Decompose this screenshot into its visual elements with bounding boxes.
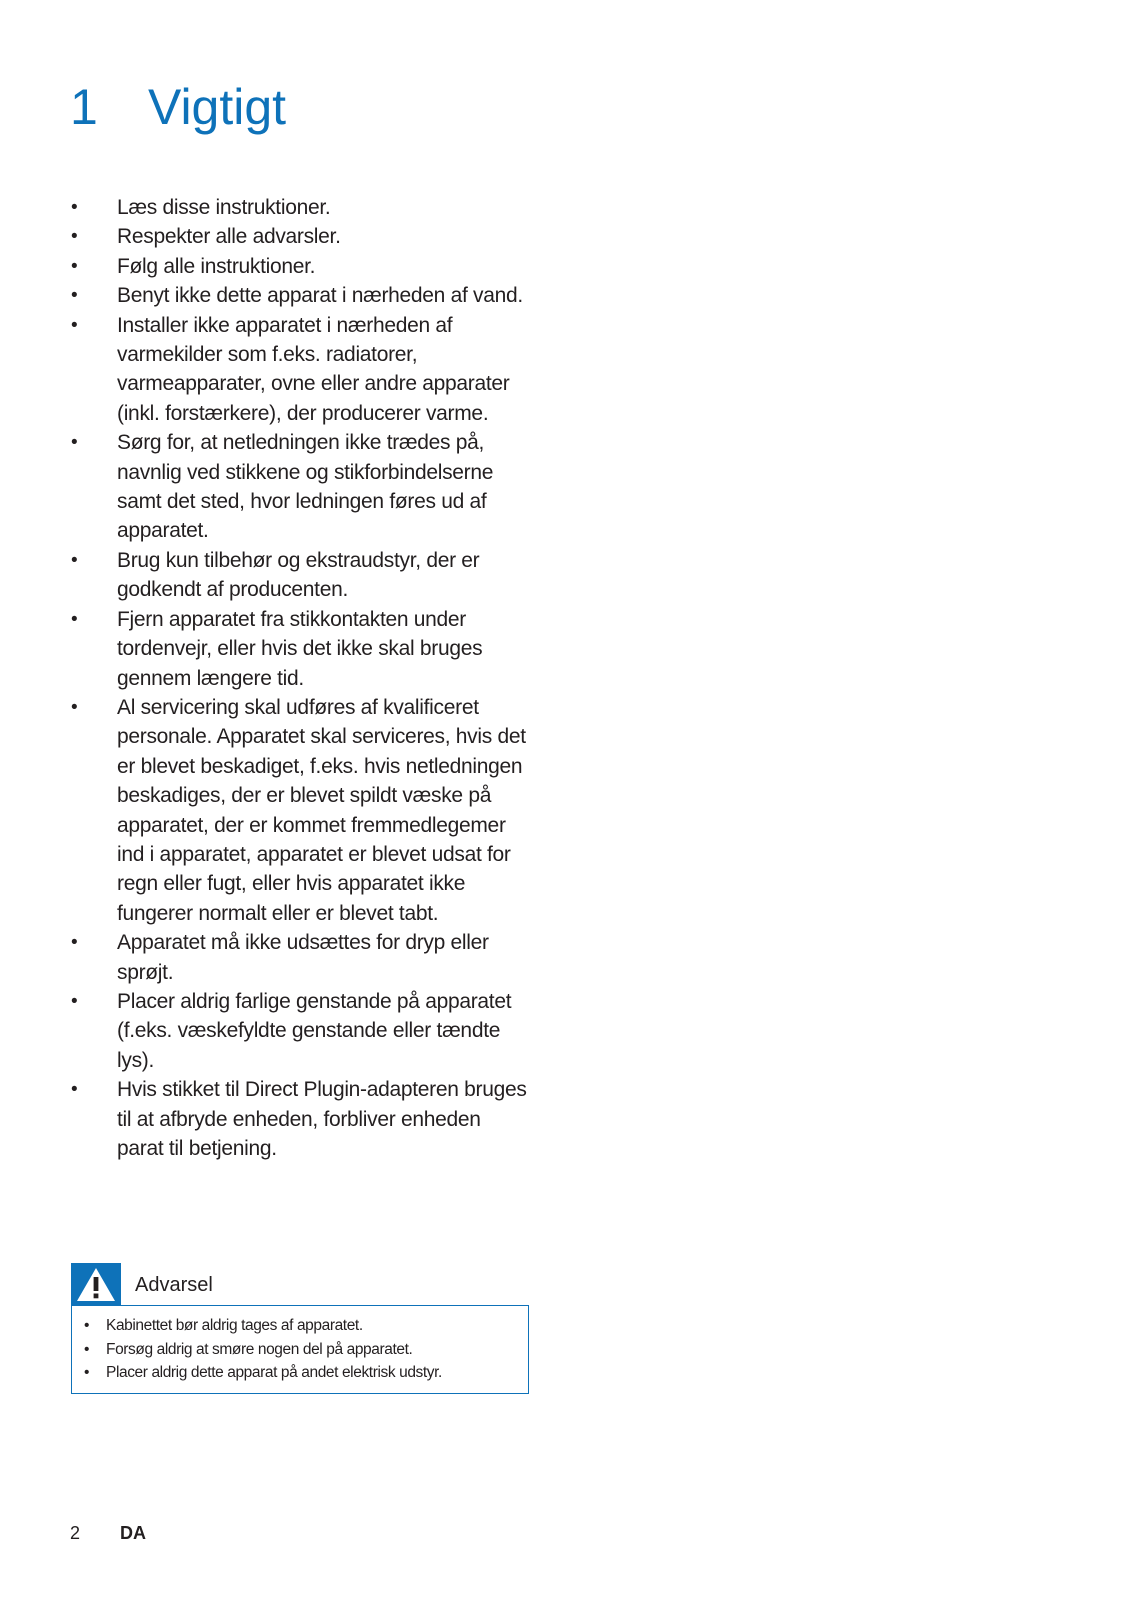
list-item bbox=[71, 428, 531, 546]
warning-box bbox=[71, 1305, 529, 1394]
list-item-text: Hvis stikket til Direct Plugin-adapteren bruges til at afbryde enheden, forbliver enheden parat til betjening. bbox=[117, 1078, 527, 1160]
bullet-icon: • bbox=[71, 932, 78, 954]
bullet-icon: • bbox=[71, 1079, 78, 1101]
list-item bbox=[71, 1075, 531, 1163]
bullet-icon: • bbox=[71, 549, 78, 571]
bullet-icon: • bbox=[71, 990, 78, 1012]
list-item-text: Sørg for, at netledningen ikke trædes på, navnlig ved stikkene og stikforbindelserne samt det sted, hvor ledningen føres ud af apparatet. bbox=[117, 431, 494, 543]
list-item bbox=[71, 928, 531, 987]
list-item-text: Respekter alle advarsler. bbox=[117, 225, 341, 249]
bullet-icon: • bbox=[84, 1364, 90, 1381]
bullet-icon: • bbox=[71, 285, 78, 307]
list-item-text: Kabinettet bør aldrig tages af apparatet. bbox=[106, 1317, 363, 1334]
bullet-icon: • bbox=[71, 255, 78, 277]
warning-list bbox=[72, 1306, 528, 1385]
safety-instructions-list bbox=[71, 193, 531, 1163]
bullet-icon: • bbox=[71, 226, 78, 248]
list-item bbox=[71, 693, 531, 928]
list-item-text: Benyt ikke dette apparat i nærheden af vand. bbox=[117, 284, 523, 308]
list-item-text: Fjern apparatet fra stikkontakten under tordenvejr, eller hvis det ikke skal bruges gennem længere tid. bbox=[117, 607, 483, 690]
list-item bbox=[71, 987, 531, 1075]
bullet-icon: • bbox=[84, 1317, 90, 1334]
list-item-text: Al servicering skal udføres af kvalificeret personale. Apparatet skal serviceres, hvis det er blevet beskadiget, f.eks. hvis netledningen beskadiges, der er blevet spildt væske på apparatet, der er kommet fremmedlegemer ind i apparatet, apparatet er blevet udsat for regn eller fugt, eller hvis apparatet ikke fungerer normalt eller er blevet tabt. bbox=[117, 695, 526, 925]
list-item-text: Følg alle instruktioner. bbox=[117, 254, 316, 278]
page-number: 2 bbox=[70, 1523, 81, 1543]
list-item bbox=[71, 311, 531, 429]
list-item bbox=[71, 222, 531, 251]
list-item-text: Apparatet må ikke udsættes for dryp eller sprøjt. bbox=[117, 931, 489, 984]
bullet-icon: • bbox=[71, 314, 78, 336]
list-item-text: Forsøg aldrig at smøre nogen del på apparatet. bbox=[106, 1340, 413, 1358]
list-item-text: Placer aldrig dette apparat på andet elektrisk udstyr. bbox=[106, 1364, 442, 1381]
chapter-heading bbox=[70, 72, 286, 142]
page-footer bbox=[70, 1521, 146, 1545]
bullet-icon: • bbox=[71, 432, 78, 454]
bullet-icon: • bbox=[71, 197, 78, 218]
warning-triangle-icon bbox=[71, 1263, 121, 1305]
list-item-text: Læs disse instruktioner. bbox=[117, 196, 331, 219]
bullet-icon: • bbox=[71, 696, 78, 718]
list-item bbox=[71, 546, 531, 605]
warning-title: Advarsel bbox=[135, 1274, 213, 1296]
chapter-title: Vigtigt bbox=[148, 79, 287, 135]
list-item bbox=[84, 1314, 528, 1338]
list-item bbox=[71, 252, 531, 281]
bullet-icon: • bbox=[84, 1340, 90, 1358]
bullet-icon: • bbox=[71, 608, 78, 630]
chapter-number: 1 bbox=[70, 79, 98, 135]
list-item bbox=[84, 1338, 528, 1362]
list-item bbox=[71, 281, 531, 310]
language-code: DA bbox=[120, 1523, 146, 1543]
list-item bbox=[84, 1361, 528, 1385]
list-item-text: Brug kun tilbehør og ekstraudstyr, der er godkendt af producenten. bbox=[117, 548, 480, 602]
list-item bbox=[71, 193, 531, 222]
warning-header bbox=[71, 1263, 521, 1305]
list-item bbox=[71, 605, 531, 693]
list-item-text: Placer aldrig farlige genstande på apparatet (f.eks. væskefyldte genstande eller tændte lys). bbox=[117, 989, 512, 1072]
list-item-text: Installer ikke apparatet i nærheden af varmekilder som f.eks. radiatorer, varmeapparater, ovne eller andre apparater (inkl. forstærkere), der producerer varme. bbox=[117, 313, 510, 425]
